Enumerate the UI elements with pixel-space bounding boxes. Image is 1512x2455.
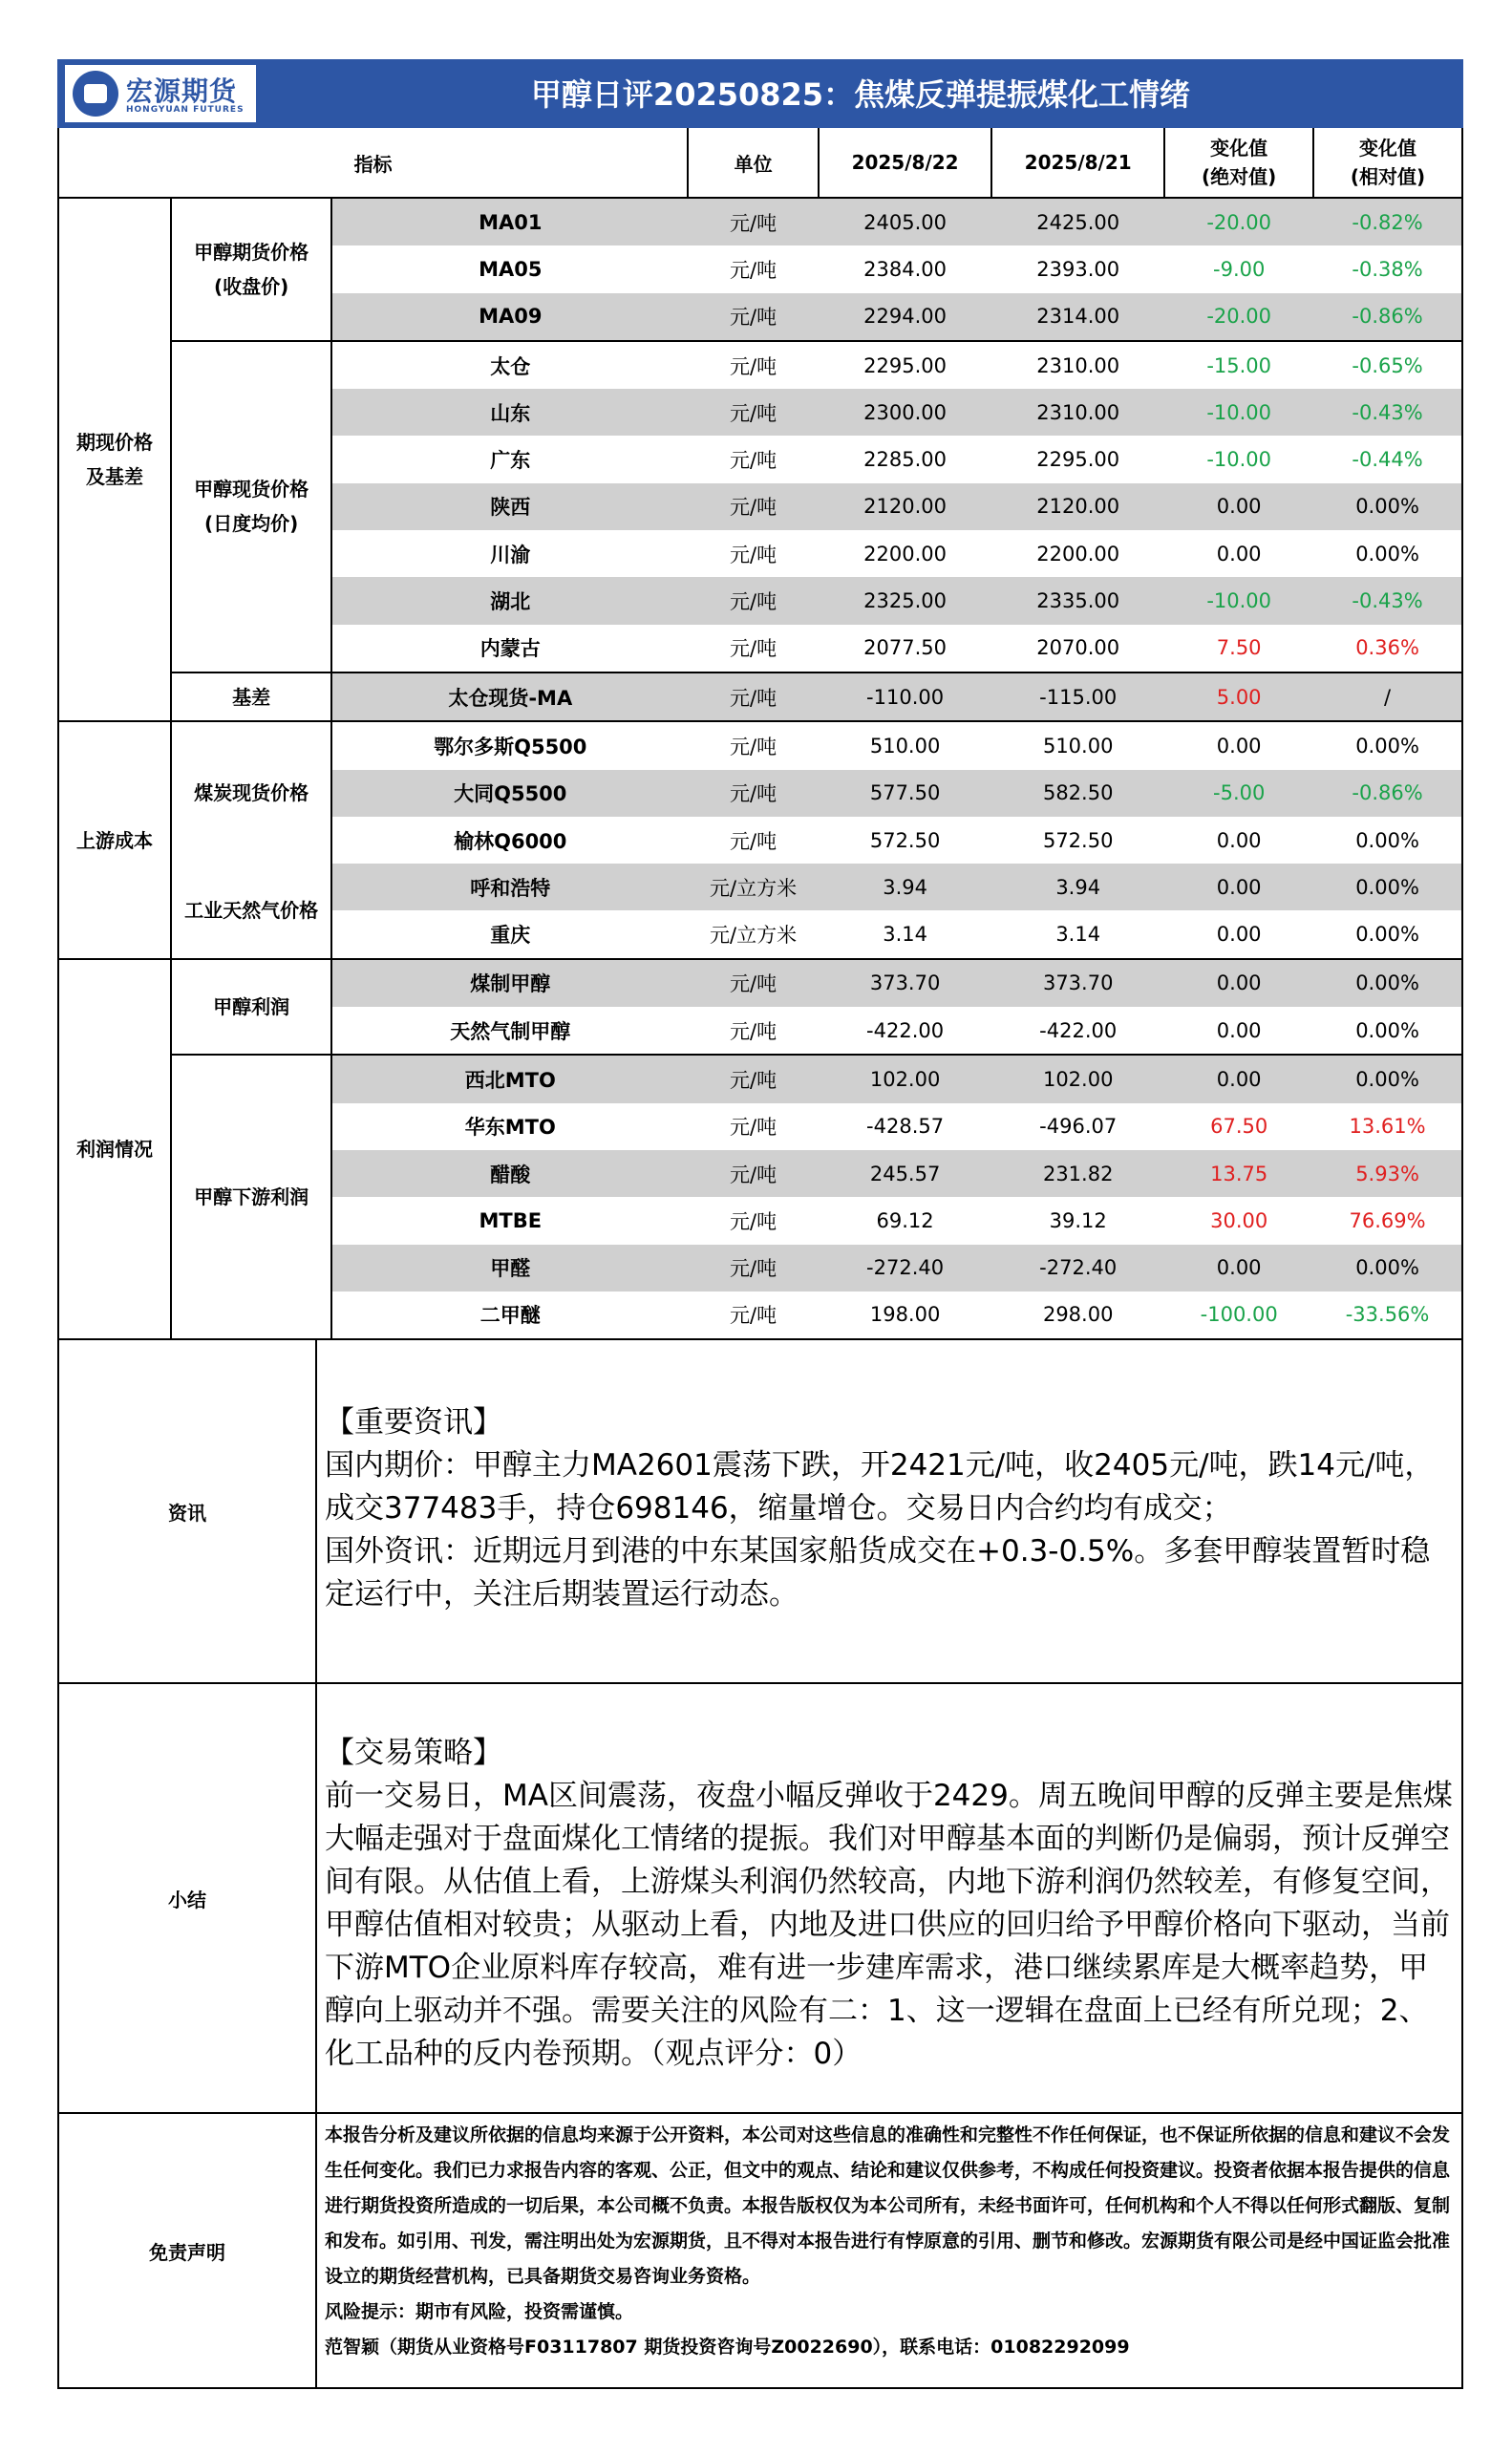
header-date1: 2025/8/22 — [819, 128, 991, 198]
rel-change: 0.00% — [1313, 1245, 1462, 1292]
unit-cell: 元/吨 — [688, 721, 819, 769]
indicator-name: 陕西 — [331, 483, 688, 530]
indicator-name: 大同Q5500 — [331, 770, 688, 817]
value-date2: -115.00 — [991, 672, 1164, 721]
value-date1: 2120.00 — [819, 483, 991, 530]
value-date2: 39.12 — [991, 1197, 1164, 1244]
indicator-name: 醋酸 — [331, 1150, 688, 1197]
value-date1: 510.00 — [819, 721, 991, 769]
unit-cell: 元/吨 — [688, 483, 819, 530]
value-date2: -272.40 — [991, 1245, 1164, 1292]
rel-change: -0.82% — [1313, 198, 1462, 246]
unit-cell: 元/吨 — [688, 672, 819, 721]
value-date1: 577.50 — [819, 770, 991, 817]
rel-change: 0.00% — [1313, 1055, 1462, 1102]
header-rel-change: 变化值 (相对值) — [1313, 128, 1462, 198]
value-date2: 2425.00 — [991, 198, 1164, 246]
unit-cell: 元/吨 — [688, 770, 819, 817]
value-date1: 572.50 — [819, 817, 991, 864]
header-unit: 单位 — [688, 128, 819, 198]
unit-cell: 元/吨 — [688, 1055, 819, 1102]
abs-change: 30.00 — [1164, 1197, 1313, 1244]
indicator-name: 太仓 — [331, 341, 688, 389]
value-date1: 3.94 — [819, 864, 991, 910]
unit-cell: 元/吨 — [688, 1245, 819, 1292]
abs-change: 13.75 — [1164, 1150, 1313, 1197]
rel-change: 76.69% — [1313, 1197, 1462, 1244]
indicator-name: 呼和浩特 — [331, 864, 688, 910]
value-date2: 231.82 — [991, 1150, 1164, 1197]
value-date2: 2120.00 — [991, 483, 1164, 530]
abs-change: -20.00 — [1164, 198, 1313, 246]
disclaimer-section — [57, 2114, 1463, 2389]
subcategory-methanol-profit: 甲醇利润 — [171, 959, 331, 1056]
price-table — [57, 128, 1463, 1340]
news-section — [57, 1340, 1463, 1684]
subcategory-coal: 煤炭现货价格 — [171, 721, 331, 864]
value-date1: 198.00 — [819, 1292, 991, 1339]
abs-change: 0.00 — [1164, 721, 1313, 769]
unit-cell: 元/吨 — [688, 341, 819, 389]
table-row — [58, 672, 1462, 721]
abs-change: -10.00 — [1164, 577, 1313, 624]
value-date2: 2314.00 — [991, 293, 1164, 341]
value-date2: 572.50 — [991, 817, 1164, 864]
rel-change: 0.00% — [1313, 721, 1462, 769]
rel-change: -0.86% — [1313, 293, 1462, 341]
indicator-name: 天然气制甲醇 — [331, 1007, 688, 1055]
abs-change: 0.00 — [1164, 530, 1313, 577]
indicator-name: 煤制甲醇 — [331, 959, 688, 1007]
header-abs-change: 变化值 (绝对值) — [1164, 128, 1313, 198]
value-date2: 510.00 — [991, 721, 1164, 769]
indicator-name: 山东 — [331, 389, 688, 436]
rel-change: 0.00% — [1313, 530, 1462, 577]
abs-change: 0.00 — [1164, 910, 1313, 958]
subcategory-downstream-profit: 甲醇下游利润 — [171, 1055, 331, 1339]
disclaimer-label: 免责声明 — [59, 2114, 317, 2387]
rel-change: -33.56% — [1313, 1292, 1462, 1339]
indicator-name: 华东MTO — [331, 1103, 688, 1150]
indicator-name: 二甲醚 — [331, 1292, 688, 1339]
subcategory-basis: 基差 — [171, 672, 331, 721]
unit-cell: 元/吨 — [688, 1197, 819, 1244]
unit-cell: 元/吨 — [688, 436, 819, 482]
unit-cell: 元/立方米 — [688, 864, 819, 910]
value-date2: 102.00 — [991, 1055, 1164, 1102]
abs-change: -100.00 — [1164, 1292, 1313, 1339]
table-header-row — [58, 128, 1462, 198]
value-date1: 2300.00 — [819, 389, 991, 436]
abs-change: -10.00 — [1164, 436, 1313, 482]
abs-change: -20.00 — [1164, 293, 1313, 341]
value-date2: 2335.00 — [991, 577, 1164, 624]
value-date2: 2200.00 — [991, 530, 1164, 577]
abs-change: -5.00 — [1164, 770, 1313, 817]
rel-change: 0.00% — [1313, 1007, 1462, 1055]
logo-mark-icon — [73, 71, 118, 117]
logo-name: 宏源期货 — [126, 75, 238, 107]
value-date1: -272.40 — [819, 1245, 991, 1292]
value-date1: 3.14 — [819, 910, 991, 958]
disclaimer-body — [317, 2114, 1461, 2387]
abs-change: 67.50 — [1164, 1103, 1313, 1150]
unit-cell: 元/立方米 — [688, 910, 819, 958]
abs-change: 5.00 — [1164, 672, 1313, 721]
summary-section — [57, 1684, 1463, 2114]
unit-cell: 元/吨 — [688, 530, 819, 577]
rel-change: -0.38% — [1313, 246, 1462, 292]
unit-cell: 元/吨 — [688, 625, 819, 672]
analyst-info: 范智颖（期货从业资格号F03117807 期货投资咨询号Z0022690），联系电话：01082292099 — [325, 2337, 1130, 2359]
unit-cell: 元/吨 — [688, 817, 819, 864]
table-row — [58, 864, 1462, 910]
value-date2: 2070.00 — [991, 625, 1164, 672]
unit-cell: 元/吨 — [688, 246, 819, 292]
header-date2: 2025/8/21 — [991, 128, 1164, 198]
risk-notice: 风险提示：期市有风险，投资需谨慎。 — [325, 2301, 634, 2323]
title-bar — [57, 59, 1463, 128]
value-date2: 2310.00 — [991, 341, 1164, 389]
table-row — [58, 959, 1462, 1007]
disclaimer-text: 本报告分析及建议所依据的信息均来源于公开资料，本公司对这些信息的准确性和完整性不作任何保证，也不保证所依据的信息和建议不会发生任何变化。我们已力求报告内容的客观、公正，但文中的观点、结论和建议仅供参考，不构成任何投资建议。投资者依据本报告提供的信息进行期货投资所造成的一切后果，本公司概不负责。本报告版权仅为本公司所有，未经书面许可，任何机构和个人不得以任何形式翻版、复制和发布。如引用、刊发，需注明出处为宏源期货，且不得对本报告进行有悖原意的引用、删节和修改。宏源期货有限公司是经中国证监会批准设立的期货经营机构，已具备期货交易咨询业务资格。 — [325, 2124, 1451, 2288]
rel-change: -0.86% — [1313, 770, 1462, 817]
indicator-name: 西北MTO — [331, 1055, 688, 1102]
news-foreign: 国外资讯：近期远月到港的中东某国家船货成交在+0.3-0.5%。多套甲醇装置暂时稳定运行中，关注后期装置运行动态。 — [325, 1534, 1431, 1612]
rel-change: -0.43% — [1313, 577, 1462, 624]
indicator-name: MA05 — [331, 246, 688, 292]
indicator-name: 广东 — [331, 436, 688, 482]
news-body — [317, 1340, 1461, 1682]
unit-cell: 元/吨 — [688, 577, 819, 624]
value-date1: 2077.50 — [819, 625, 991, 672]
value-date1: 2294.00 — [819, 293, 991, 341]
value-date2: -422.00 — [991, 1007, 1164, 1055]
value-date1: 2200.00 — [819, 530, 991, 577]
abs-change: 0.00 — [1164, 483, 1313, 530]
category-upstream: 上游成本 — [58, 721, 171, 958]
unit-cell: 元/吨 — [688, 1292, 819, 1339]
value-date1: 245.57 — [819, 1150, 991, 1197]
rel-change: 0.00% — [1313, 817, 1462, 864]
indicator-name: MTBE — [331, 1197, 688, 1244]
indicator-name: MA01 — [331, 198, 688, 246]
abs-change: 0.00 — [1164, 1245, 1313, 1292]
indicator-name: 太仓现货-MA — [331, 672, 688, 721]
news-domestic: 国内期价：甲醇主力MA2601震荡下跌，开2421元/吨，收2405元/吨，跌14元/吨，成交377483手，持仓698146，缩量增仓。交易日内合约均有成交； — [325, 1448, 1435, 1526]
rel-change: -0.44% — [1313, 436, 1462, 482]
value-date1: 2325.00 — [819, 577, 991, 624]
summary-label: 小结 — [59, 1684, 317, 2112]
indicator-name: MA09 — [331, 293, 688, 341]
value-date1: 2295.00 — [819, 341, 991, 389]
value-date2: 298.00 — [991, 1292, 1164, 1339]
value-date2: 2310.00 — [991, 389, 1164, 436]
value-date1: 102.00 — [819, 1055, 991, 1102]
abs-change: -10.00 — [1164, 389, 1313, 436]
value-date2: 373.70 — [991, 959, 1164, 1007]
rel-change: 5.93% — [1313, 1150, 1462, 1197]
abs-change: 0.00 — [1164, 959, 1313, 1007]
rel-change: 0.00% — [1313, 910, 1462, 958]
summary-heading: 【交易策略】 — [325, 1736, 502, 1771]
value-date1: -428.57 — [819, 1103, 991, 1150]
subcategory-futures: 甲醇期货价格 (收盘价) — [171, 198, 331, 341]
unit-cell: 元/吨 — [688, 293, 819, 341]
value-date1: 373.70 — [819, 959, 991, 1007]
unit-cell: 元/吨 — [688, 959, 819, 1007]
abs-change: 7.50 — [1164, 625, 1313, 672]
value-date2: 3.94 — [991, 864, 1164, 910]
indicator-name: 榆林Q6000 — [331, 817, 688, 864]
value-date2: -496.07 — [991, 1103, 1164, 1150]
category-price-basis: 期现价格 及基差 — [58, 198, 171, 721]
unit-cell: 元/吨 — [688, 1150, 819, 1197]
news-heading: 【重要资讯】 — [325, 1405, 502, 1441]
abs-change: 0.00 — [1164, 817, 1313, 864]
rel-change: 13.61% — [1313, 1103, 1462, 1150]
report — [57, 59, 1463, 2389]
unit-cell: 元/吨 — [688, 389, 819, 436]
value-date2: 2393.00 — [991, 246, 1164, 292]
summary-text: 前一交易日，MA区间震荡，夜盘小幅反弹收于2429。周五晚间甲醇的反弹主要是焦煤大幅走强对于盘面煤化工情绪的提振。我们对甲醇基本面的判断仍是偏弱，预计反弹空间有限。从估值上看，上游煤头利润仍然较高，内地下游利润仍然较差，有修复空间，甲醇估值相对较贵；从驱动上看，内地及进口供应的回归给予甲醇价格向下驱动，当前下游MTO企业原料库存较高，难有进一步建库需求，港口继续累库是大概率趋势，甲醇向上驱动并不强。需要关注的风险有二：1、这一逻辑在盘面上已经有所兑现；2、化工品种的反内卷预期。（观点评分：0） — [325, 1779, 1453, 2072]
indicator-name: 重庆 — [331, 910, 688, 958]
value-date1: -422.00 — [819, 1007, 991, 1055]
table-row — [58, 198, 1462, 246]
value-date2: 2295.00 — [991, 436, 1164, 482]
indicator-name: 甲醛 — [331, 1245, 688, 1292]
unit-cell: 元/吨 — [688, 198, 819, 246]
rel-change: 0.00% — [1313, 483, 1462, 530]
rel-change: 0.00% — [1313, 959, 1462, 1007]
unit-cell: 元/吨 — [688, 1103, 819, 1150]
table-row — [58, 1055, 1462, 1102]
news-label: 资讯 — [59, 1340, 317, 1682]
abs-change: -15.00 — [1164, 341, 1313, 389]
rel-change: / — [1313, 672, 1462, 721]
abs-change: 0.00 — [1164, 1007, 1313, 1055]
indicator-name: 湖北 — [331, 577, 688, 624]
unit-cell: 元/吨 — [688, 1007, 819, 1055]
category-profit: 利润情况 — [58, 959, 171, 1339]
abs-change: 0.00 — [1164, 1055, 1313, 1102]
value-date2: 3.14 — [991, 910, 1164, 958]
value-date1: 2405.00 — [819, 198, 991, 246]
company-logo — [65, 65, 256, 122]
value-date1: -110.00 — [819, 672, 991, 721]
rel-change: 0.36% — [1313, 625, 1462, 672]
value-date1: 69.12 — [819, 1197, 991, 1244]
rel-change: 0.00% — [1313, 864, 1462, 910]
report-title: 甲醇日评20250825：焦煤反弹提振煤化工情绪 — [530, 76, 1191, 113]
abs-change: -9.00 — [1164, 246, 1313, 292]
logo-english: HONGYUAN FUTURES — [126, 105, 245, 115]
rel-change: -0.43% — [1313, 389, 1462, 436]
rel-change: -0.65% — [1313, 341, 1462, 389]
subcategory-gas: 工业天然气价格 — [171, 864, 331, 959]
table-row — [58, 721, 1462, 769]
table-row — [58, 341, 1462, 389]
indicator-name: 内蒙古 — [331, 625, 688, 672]
indicator-name: 川渝 — [331, 530, 688, 577]
indicator-name: 鄂尔多斯Q5500 — [331, 721, 688, 769]
abs-change: 0.00 — [1164, 864, 1313, 910]
header-indicator: 指标 — [58, 128, 688, 198]
value-date1: 2384.00 — [819, 246, 991, 292]
subcategory-spot: 甲醇现货价格 (日度均价) — [171, 341, 331, 672]
summary-body — [317, 1684, 1461, 2112]
value-date2: 582.50 — [991, 770, 1164, 817]
value-date1: 2285.00 — [819, 436, 991, 482]
